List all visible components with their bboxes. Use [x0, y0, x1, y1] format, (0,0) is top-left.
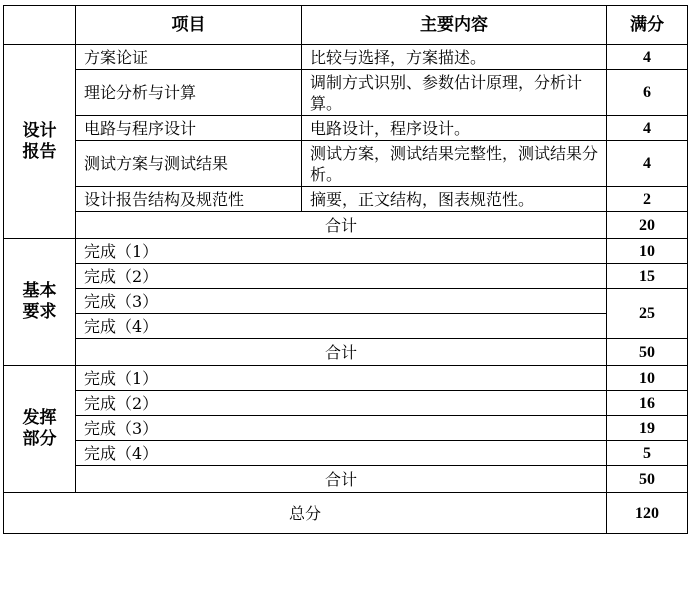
- table-row: [4, 264, 688, 289]
- item-cell: 完成（3）: [76, 289, 607, 314]
- scoring-table: [3, 5, 688, 534]
- table-row: [4, 289, 688, 314]
- score-cell: 10: [607, 366, 688, 391]
- subtotal-row: [4, 339, 688, 366]
- header-blank: [4, 6, 76, 45]
- table-row: [4, 45, 688, 70]
- subtotal-label: 合计: [76, 466, 607, 493]
- item-cell: 设计报告结构及规范性: [76, 187, 302, 212]
- score-cell: 4: [607, 45, 688, 70]
- category-design-report: [4, 45, 76, 239]
- item-cell: 完成（4）: [76, 441, 607, 466]
- table-row: [4, 141, 688, 187]
- header-row: [4, 6, 688, 45]
- score-cell: 6: [607, 70, 688, 116]
- header-score: 满分: [607, 6, 688, 45]
- table-row: [4, 391, 688, 416]
- category-label: 部分: [22, 429, 57, 449]
- item-cell: 完成（2）: [76, 264, 607, 289]
- score-cell: 2: [607, 187, 688, 212]
- table-row: [4, 416, 688, 441]
- table-row: [4, 366, 688, 391]
- table-row: [4, 70, 688, 116]
- table-row: [4, 314, 688, 339]
- content-cell: 电路设计，程序设计。: [302, 116, 607, 141]
- subtotal-label: 合计: [76, 212, 607, 239]
- item-cell: 完成（3）: [76, 416, 607, 441]
- subtotal-row: [4, 466, 688, 493]
- item-cell: 测试方案与测试结果: [76, 141, 302, 187]
- item-cell: 完成（4）: [76, 314, 607, 339]
- content-cell: 摘要，正文结构，图表规范性。: [302, 187, 607, 212]
- score-cell: 19: [607, 416, 688, 441]
- score-cell: 10: [607, 239, 688, 264]
- subtotal-label: 合计: [76, 339, 607, 366]
- item-cell: 理论分析与计算: [76, 70, 302, 116]
- table-row: [4, 116, 688, 141]
- item-cell: 完成（1）: [76, 366, 607, 391]
- item-cell: 方案论证: [76, 45, 302, 70]
- item-cell: 完成（2）: [76, 391, 607, 416]
- item-cell: 电路与程序设计: [76, 116, 302, 141]
- subtotal-score: 20: [607, 212, 688, 239]
- table-row: [4, 441, 688, 466]
- category-basic-requirements: [4, 239, 76, 366]
- subtotal-score: 50: [607, 339, 688, 366]
- table-row: [4, 187, 688, 212]
- category-label: 发挥: [22, 408, 57, 428]
- score-cell: 16: [607, 391, 688, 416]
- score-cell: 4: [607, 116, 688, 141]
- subtotal-score: 50: [607, 466, 688, 493]
- grand-total-score: 120: [607, 493, 688, 534]
- score-cell: 5: [607, 441, 688, 466]
- content-cell: 调制方式识别、参数估计原理，分析计算。: [302, 70, 607, 116]
- score-cell: 15: [607, 264, 688, 289]
- header-item: 项目: [76, 6, 302, 45]
- content-cell: 比较与选择，方案描述。: [302, 45, 607, 70]
- content-cell: 测试方案，测试结果完整性，测试结果分析。: [302, 141, 607, 187]
- category-label: 基本: [22, 281, 57, 301]
- grand-total-label: 总分: [4, 493, 607, 534]
- subtotal-row: [4, 212, 688, 239]
- item-cell: 完成（1）: [76, 239, 607, 264]
- category-label: 设计: [22, 120, 57, 141]
- header-content: 主要内容: [302, 6, 607, 45]
- category-extended-part: [4, 366, 76, 493]
- table-row: [4, 239, 688, 264]
- category-label: 要求: [22, 302, 57, 322]
- grand-total-row: [4, 493, 688, 534]
- category-label: 报告: [22, 141, 57, 162]
- score-cell: 25: [607, 289, 688, 339]
- score-cell: 4: [607, 141, 688, 187]
